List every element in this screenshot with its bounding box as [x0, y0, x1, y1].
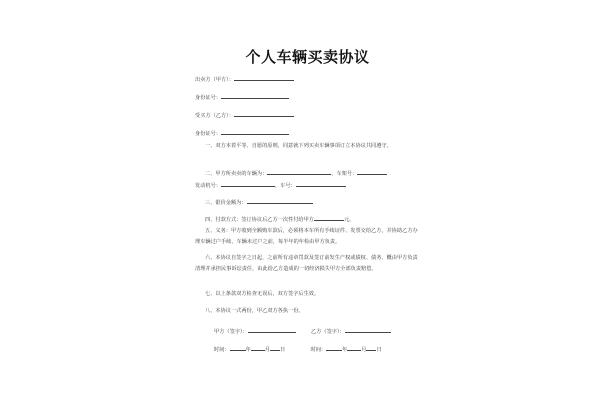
buyer-id-label: 身份证号： [195, 131, 221, 137]
signature-line [214, 326, 391, 336]
year-b: 年 [342, 347, 348, 353]
document-title: 个人车辆买卖协议 [245, 48, 370, 66]
clause-2-label: 二、甲方所卖卖的车辆为： [205, 171, 268, 177]
clause-3-label: 三、银价金额为： [205, 200, 247, 206]
seller-id-label: 身份证号： [195, 95, 221, 101]
time-a-label: 时间： [214, 347, 230, 353]
day-a: 日 [279, 347, 286, 353]
seller-id-blank [221, 92, 289, 99]
agreement-document [195, 40, 420, 395]
clause-2-frame-label: ，车架号： [331, 171, 358, 177]
engine-blank [221, 180, 275, 187]
buyer-id-line [195, 128, 289, 138]
seller-label: 出卖方（甲方）： [195, 77, 234, 83]
clause-2-line-1 [205, 168, 387, 178]
vehicle-blank [267, 168, 331, 175]
clause-8: 八、本协议一式两份，甲乙双方各执一份。 [205, 308, 304, 314]
price-blank [247, 197, 313, 204]
day-b: 日 [376, 347, 382, 353]
car-number-blank [296, 180, 346, 187]
clause-2-line-2 [195, 180, 346, 190]
buyer-id-blank [221, 128, 289, 135]
sign-a-blank [248, 326, 296, 333]
buyer-label: 受买方（乙方）： [195, 113, 234, 119]
seller-id-line [195, 92, 289, 102]
year-a: 年 [245, 347, 251, 353]
sign-b-label: 乙方（签字）： [311, 329, 345, 335]
clause-6: 六、本协议自签字之日起，之前所有违章罚款及签订前发生产权或债权、债务、概由甲方负责清理并承担民事诉讼责任，由此给乙方造成的一切经济损失甲方全部负责赔偿。 [195, 255, 418, 272]
frame-blank [357, 168, 387, 175]
clause-3 [205, 197, 313, 207]
sign-b-blank [345, 326, 391, 333]
month-b: 月 [361, 347, 367, 353]
buyer-blank [234, 110, 294, 117]
seller-line [195, 74, 294, 84]
clause-7: 七、以上条款双方检查无误后，双方签字后生效。 [205, 291, 320, 297]
car-number-label: ，车号： [274, 183, 296, 189]
seller-blank [234, 74, 294, 81]
payment-blank [314, 214, 344, 221]
date-line [214, 344, 382, 354]
buyer-line [195, 110, 294, 120]
clause-5: 五、义务：甲方收到全额购车款后，必须将本车所有手续证件、发票交给乙方，并协助乙方办理车辆过户手续，车辆未过户之前，每半年的年检由甲方负责。 [195, 228, 418, 245]
clause-4 [205, 214, 354, 224]
clause-4-unit: 元。 [343, 217, 355, 223]
engine-label: 发动机号： [195, 183, 221, 189]
sign-a-label: 甲方（签字）： [214, 329, 248, 335]
clause-4-label: 四、付款方式：签订协议后乙方一次性付给甲方 [205, 217, 314, 223]
time-b-label: 时间： [310, 347, 327, 353]
month-a: 月 [264, 347, 270, 353]
clause-1: 一、双方本着平等、自愿的原则，同意就下列买卖车辆事项订立本协议共同遵守。 [205, 143, 392, 149]
